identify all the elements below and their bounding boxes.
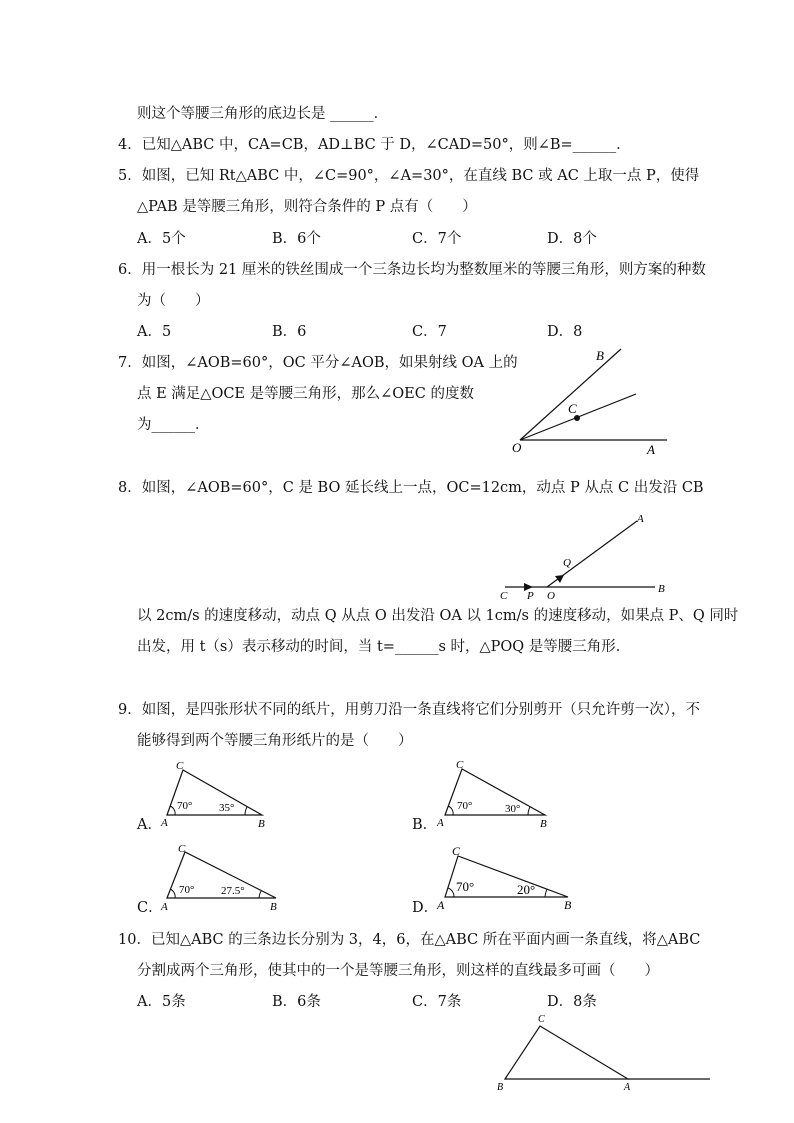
q9-a-angle-a: 70° [177, 800, 193, 812]
q9-b-angle-a: 70° [457, 800, 473, 812]
q6-line1: 6．用一根长为 21 厘米的铁丝围成一个三条边长均为整数厘米的等腰三角形，则方案的种数 [118, 262, 706, 278]
q5-option-d[interactable]: D．8个 [547, 231, 597, 247]
q7-label-c: C [568, 401, 577, 416]
q9-d-label-a: A [437, 898, 445, 912]
q3-tail-line: 则这个等腰三角形的底边长是 ______． [137, 106, 389, 122]
q10-line1: 10．已知△ABC 的三条边长分别为 3，4，6，在△ABC 所在平面内画一条直线，将△ABC [118, 932, 701, 948]
q7-label-a: A [647, 442, 655, 457]
q9-line2: 能够得到两个等腰三角形纸片的是（ ） [137, 733, 413, 749]
q10-option-a[interactable]: A．5条 [137, 994, 186, 1010]
q8-label-p: P [527, 590, 534, 602]
q8-label-c: C [500, 590, 508, 602]
q9-option-c[interactable]: C． [137, 900, 163, 916]
q5-option-a[interactable]: A．5个 [137, 231, 186, 247]
q9-b-label-b: B [540, 818, 547, 830]
q9-d-angle-b: 20° [517, 882, 536, 897]
q8-label-q: Q [563, 557, 571, 569]
q10-triangle [505, 1026, 628, 1079]
q8-line3: 出发，用 t（s）表示移动的时间，当 t=______s 时，△POQ 是等腰三角形． [137, 639, 631, 655]
q9-b-label-a: A [437, 817, 444, 829]
q9-line1: 9．如图，是四张形状不同的纸片，用剪刀沿一条直线将它们分别剪开（只允许剪一次），不 [118, 702, 700, 718]
q5-line2: △PAB 是等腰三角形，则符合条件的 P 点有（ ） [137, 199, 477, 215]
q10-option-c[interactable]: C．7条 [412, 994, 462, 1010]
q4-text: 4．已知△ABC 中，CA=CB，AD⊥BC 于 D，∠CAD=50°，则∠B=______． [118, 137, 631, 153]
q8-label-o: O [547, 590, 555, 602]
q9-d-label-c: C [452, 844, 461, 858]
q9-a-label-b: B [258, 818, 265, 830]
q9-c-label-a: A [161, 901, 168, 913]
q9-b-label-c: C [456, 759, 464, 771]
q8-line2: 以 2cm/s 的速度移动，动点 Q 从点 O 出发沿 OA 以 1cm/s 的速度移动，如果点 P、Q 同时 [137, 608, 739, 624]
q9-a-angle-b: 35° [219, 802, 235, 814]
q9-c-angle-a: 70° [179, 884, 195, 896]
q10-option-b[interactable]: B．6条 [272, 994, 321, 1010]
q5-option-c[interactable]: C．7个 [412, 231, 462, 247]
q7-line1: 7．如图，∠AOB=60°，OC 平分∠AOB，如果射线 OA 上的 [118, 355, 518, 371]
q6-option-b[interactable]: B．6 [272, 324, 307, 340]
q7-line3: 为______． [137, 417, 210, 433]
q9-a-label-c: C [176, 760, 184, 772]
q7-line2: 点 E 满足△OCE 是等腰三角形，那么∠OEC 的度数 [137, 386, 474, 402]
q7-label-b: B [596, 348, 604, 363]
q10-label-c: C [538, 1014, 545, 1025]
q9-c-label-b: B [270, 901, 277, 913]
q9-a-label-a: A [161, 817, 168, 829]
q8-label-a: A [637, 513, 644, 525]
q10-label-a: A [624, 1082, 631, 1093]
q5-option-b[interactable]: B．6个 [272, 231, 321, 247]
q10-label-b: B [497, 1082, 504, 1093]
q9-d-angle-a: 70° [456, 879, 475, 894]
q6-option-a[interactable]: A．5 [137, 324, 172, 340]
q6-line2: 为（ ） [137, 293, 210, 309]
q9-d-label-b: B [564, 898, 572, 912]
q9-option-d[interactable]: D． [412, 900, 439, 916]
q9-c-angle-b: 27.5° [221, 885, 245, 897]
q8-label-b: B [658, 583, 665, 595]
q7-label-o: O [512, 440, 522, 455]
q6-option-d[interactable]: D．8 [547, 324, 583, 340]
q9-option-b[interactable]: B． [412, 817, 438, 833]
q6-option-c[interactable]: C．7 [412, 324, 447, 340]
q10-line2: 分割成两个三角形，使其中的一个是等腰三角形，则这样的直线最多可画（ ） [137, 963, 659, 979]
q9-b-angle-b: 30° [505, 803, 521, 815]
q5-line1: 5．如图，已知 Rt△ABC 中，∠C=90°，∠A=30°，在直线 BC 或 AC 上取一点 P，使得 [118, 168, 700, 184]
q9-option-a[interactable]: A． [137, 817, 162, 833]
q9-c-label-c: C [178, 843, 186, 855]
q10-option-d[interactable]: D．8条 [547, 994, 597, 1010]
q8-line1: 8．如图，∠AOB=60°，C 是 BO 延长线上一点，OC=12cm，动点 P 从点 C 出发沿 CB [118, 480, 704, 496]
